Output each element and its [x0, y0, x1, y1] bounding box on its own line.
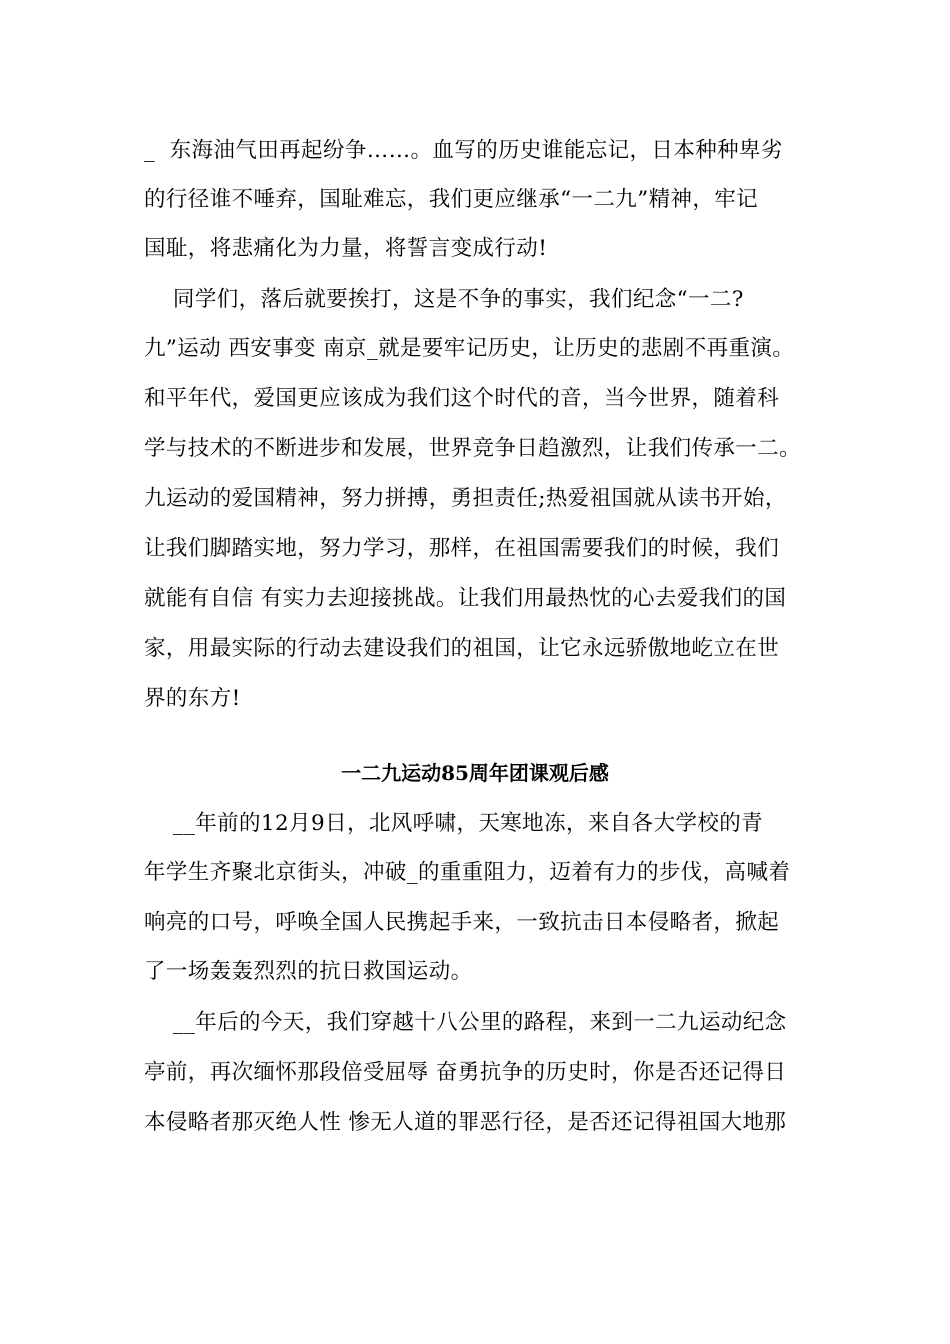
paragraph-line: 国耻，将悲痛化为力量，将誓言变成行动!	[144, 236, 548, 261]
paragraph-line: 和平年代，爱国更应该成为我们这个时代的音，当今世界，随着科	[144, 386, 780, 411]
paragraph-line: 家，用最实际的行动去建设我们的祖国，让它永远骄傲地屹立在世	[144, 636, 780, 661]
paragraph-line: _ 东海油气田再起纷争……。血写的历史谁能忘记，日本种种卑劣	[144, 138, 783, 163]
paragraph-line: 的行径谁不唾弃，国耻难忘，我们更应继承“一二九”精神，牢记	[144, 187, 759, 212]
paragraph-line: 九”运动 西安事变 南京_就是要牢记历史，让历史的悲剧不再重演。	[144, 336, 795, 361]
paragraph-line: 就能有自信 有实力去迎接挑战。让我们用最热忱的心去爱我们的国	[144, 586, 787, 611]
paragraph-line: 界的东方!	[144, 686, 241, 711]
paragraph-line: 亭前，再次缅怀那段倍受屈辱 奋勇抗争的历史时，你是否还记得日	[144, 1060, 787, 1085]
paragraph-line: 了一场轰轰烈烈的抗日救国运动。	[144, 959, 473, 984]
paragraph-line: __年前的12月9日，北风呼啸，天寒地冻，来自各大学校的青	[144, 811, 764, 836]
paragraph-line: 响亮的口号，呼唤全国人民携起手来，一致抗击日本侵略者，掀起	[144, 910, 780, 935]
paragraph-line: 同学们，落后就要挨打，这是不争的事实，我们纪念“一二?	[144, 287, 744, 312]
paragraph-line: 本侵略者那灭绝人性 惨无人道的罪恶行径，是否还记得祖国大地那	[144, 1110, 787, 1135]
paragraph-line: 九运动的爱国精神，努力拼搏，勇担责任;热爱祖国就从读书开始，	[144, 486, 787, 511]
paragraph-line: 年学生齐聚北京街头，冲破_的重重阻力，迈着有力的步伐，高喊着	[144, 860, 791, 885]
paragraph-line: 让我们脚踏实地，努力学习，那样，在祖国需要我们的时候，我们	[144, 536, 780, 561]
paragraph-line: 学与技术的不断进步和发展，世界竞争日趋激烈，让我们传承一二。	[144, 436, 802, 461]
paragraph-line: __年后的今天，我们穿越十八公里的路程，来到一二九运动纪念	[144, 1010, 787, 1035]
section-title: 一二九运动85周年团课观后感	[341, 761, 609, 785]
